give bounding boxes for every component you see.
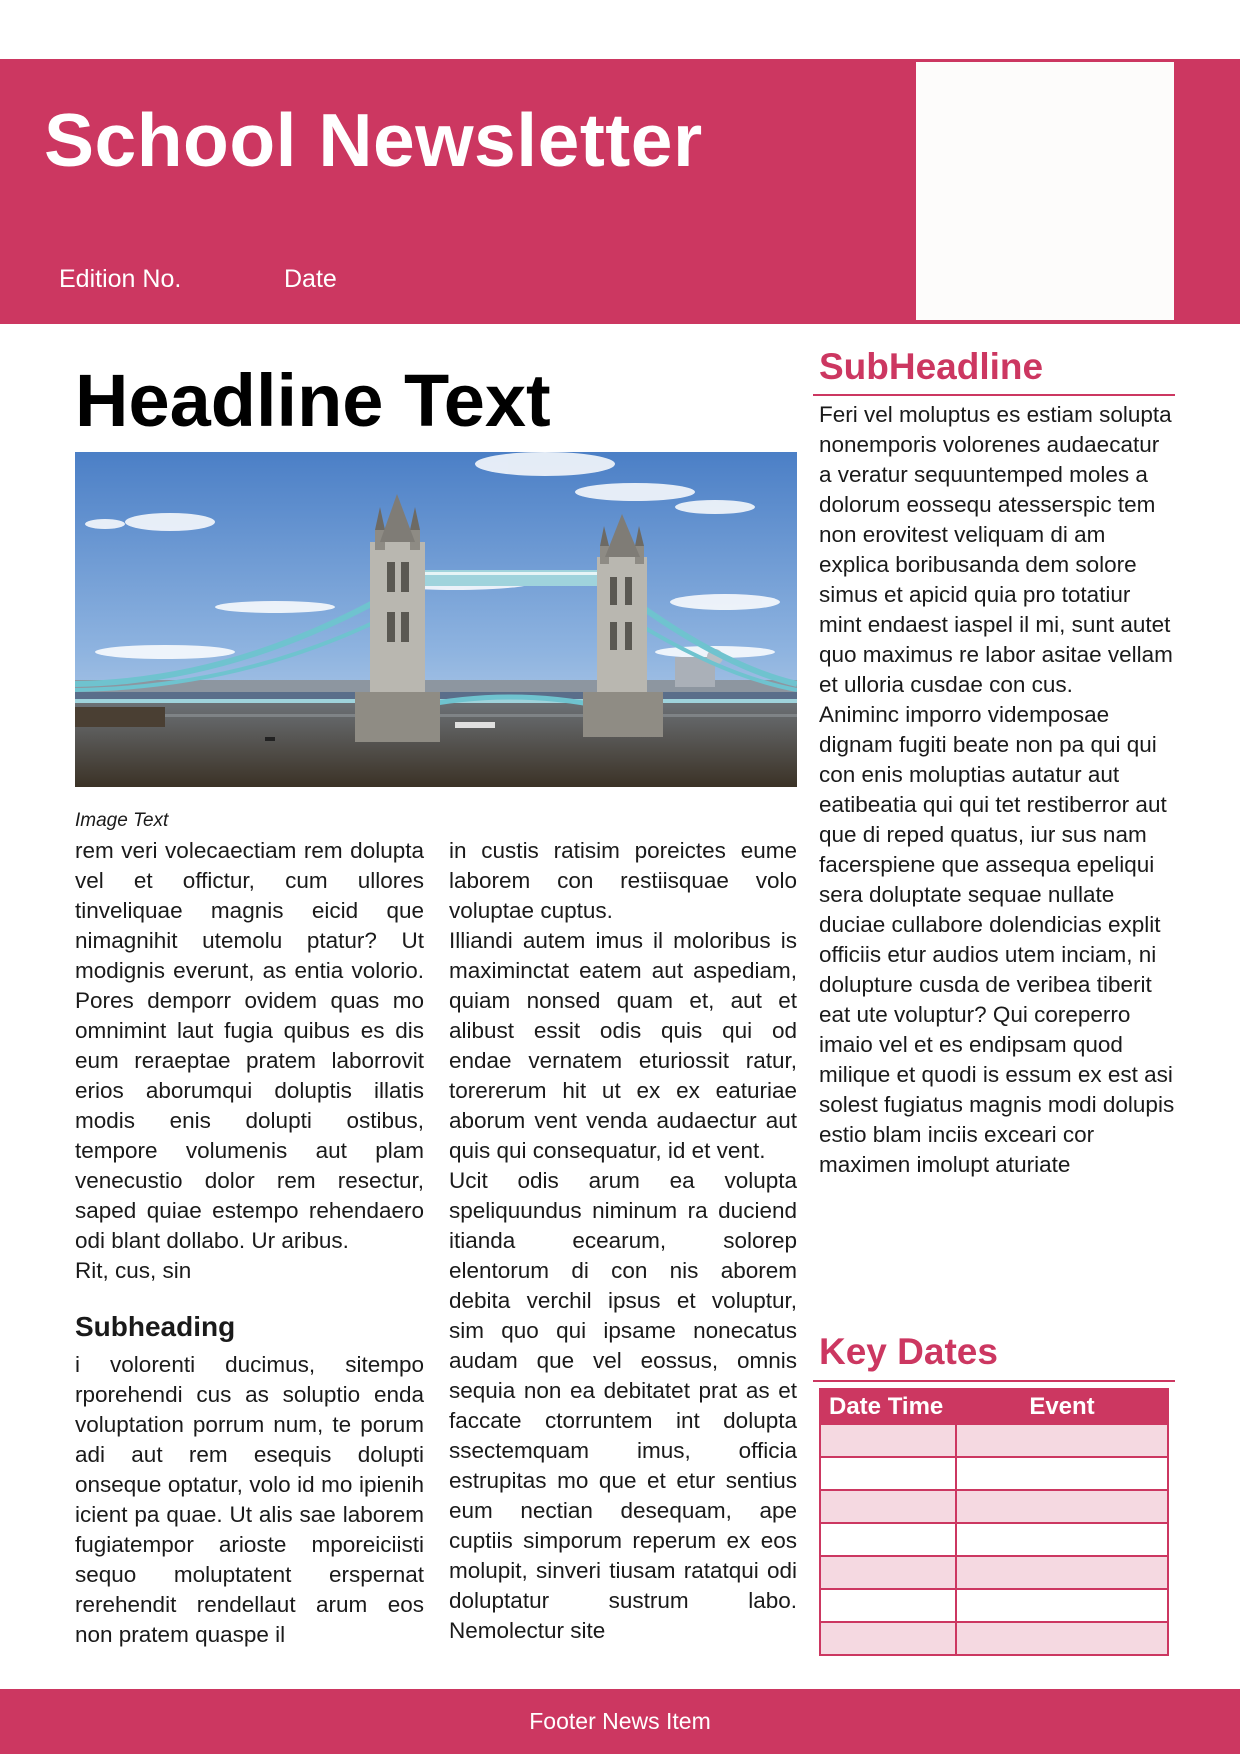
paragraph: Illiandi autem imus il moloribus is maximinctat eatem aut aspediam, quiam nonsed quam et, aut et alibust essit odis quis qui od endae vernatem eturiossit ratur, torererum hit ut ex ex eaturiae aborum vent venda audaectur aut quis qui consequatur, id et vent. <box>449 928 797 1163</box>
table-cell <box>956 1556 1168 1589</box>
table-cell <box>956 1589 1168 1622</box>
paragraph: rem veri volecaectiam rem dolupta vel et offictur, cum ullores tinveliquae magnis eicid que nimagnihit utemolu ptatur? Ut modignis everunt, as entia volorio. Pores demporr ovidem quas mo omnimint laut fugia quibus es dis eum reraeptae pratem laborrovit erios aborumqui doluptis illatis modis enis dolupti ostibus, tempore volumenis aut plam venecustio dolor rem resectur, saped quiae estempo rehendaero odi blant dollabo. Ur aribus. <box>75 838 424 1253</box>
newsletter-title: School Newsletter <box>44 98 703 182</box>
image-caption: Image Text <box>75 810 169 831</box>
table-cell <box>820 1523 956 1556</box>
masthead <box>0 59 1240 324</box>
paragraph: Feri vel moluptus es estiam solupta nonemporis volorenes audaecatur a veratur sequuntemped moles a dolorum eossequ atesserspic tem non erovitest veliquam di am explica boribusanda dem solore simus et apicid quia pro totatiur mint endaest iaspel il mi, sunt autet quo maximus re labor asitae vellam et ulloria cusdae con cus. <box>819 402 1173 697</box>
table-cell <box>820 1556 956 1589</box>
table-cell <box>956 1622 1168 1655</box>
table-cell <box>820 1457 956 1490</box>
table-row <box>820 1457 1168 1490</box>
issue-date: Date <box>284 265 337 293</box>
table-row <box>820 1424 1168 1457</box>
headline: Headline Text <box>75 359 551 442</box>
table-row <box>820 1523 1168 1556</box>
article-column-2 <box>449 836 797 1646</box>
table-header-row <box>820 1389 1168 1424</box>
key-dates-table <box>819 1388 1169 1656</box>
table-cell <box>956 1424 1168 1457</box>
table-row <box>820 1622 1168 1655</box>
key-dates-divider <box>813 1380 1175 1382</box>
article-column-1 <box>75 836 424 1650</box>
table-row <box>820 1556 1168 1589</box>
footer <box>0 1689 1240 1754</box>
paragraph: Rit, cus, sin <box>75 1258 192 1283</box>
key-dates-title: Key Dates <box>819 1331 998 1372</box>
table-cell <box>820 1622 956 1655</box>
sidebar-subheadline: SubHeadline <box>819 346 1044 387</box>
logo-placeholder <box>916 62 1174 320</box>
paragraph: Ucit odis arum ea volupta speliquundus niminum ra duciend itianda ecearum, solorep elentorum di con nis aborem debita verchil ipsus et voluptur, sim quo qui ipsame nonecatus audam que vel eossus, omnis sequia non ea debitatet prat as et faccate ctorruntem int dolupta ssectemquam imus, officia estrupitas mo que et etur sentius eum nectian desequam, ape cuptiis simporum reperum ex eos molupit, sinveri tiusam ratatqui odi doluptatur sustrum labo. Nemolectur site <box>449 1168 797 1643</box>
table-cell <box>956 1490 1168 1523</box>
sidebar-text <box>819 400 1175 1180</box>
headline-photo <box>75 452 797 787</box>
footer-news-item[interactable]: Footer News Item <box>529 1708 711 1734</box>
table-cell <box>820 1490 956 1523</box>
column-header-event: Event <box>956 1389 1168 1424</box>
paragraph: in custis ratisim poreictes eume laborem con restiisquae volo voluptae cuptus. <box>449 838 797 923</box>
table-row <box>820 1490 1168 1523</box>
column-header-date-time: Date Time <box>820 1389 956 1424</box>
table-cell <box>820 1589 956 1622</box>
paragraph: i volorenti ducimus, sitempo rporehendi cus as soluptio enda voluptation porrum num, te porum adi aut rem esequis dolupti onseque optatur, volo id mo ipienih icient pa quae. Ut alis sae laborem fugiatempor arioste mporeiciisti sequo moluptatent erspernat rerehendit rendellaut arum eos non pratem quaspe il <box>75 1352 424 1647</box>
edition-number: Edition No. <box>59 265 182 293</box>
subheading: Subheading <box>75 1311 236 1342</box>
table-cell <box>956 1523 1168 1556</box>
table-row <box>820 1589 1168 1622</box>
paragraph: Animinc imporro videmposae dignam fugiti beate non pa qui qui con enis moluptias autatur aut eatibeatia qui qui tet restiberror aut que di reped quatus, iur sus nam facerspiene que assequa epeliqui sera doluptate sequae nullate duciae cullabore dolendicias explit officiis etur audios utem inciam, ni dolupture cusda de veribea tiberit eat ute voluptur? Qui coreperro imaio vel et es endipsam quod milique et quodi is essum ex est asi solest fugiatus magnis modi dolupis estio blam inciis exceari cor maximen imolupt aturiate <box>819 702 1175 1177</box>
table-cell <box>956 1457 1168 1490</box>
table-cell <box>820 1424 956 1457</box>
sidebar-divider <box>813 394 1175 396</box>
